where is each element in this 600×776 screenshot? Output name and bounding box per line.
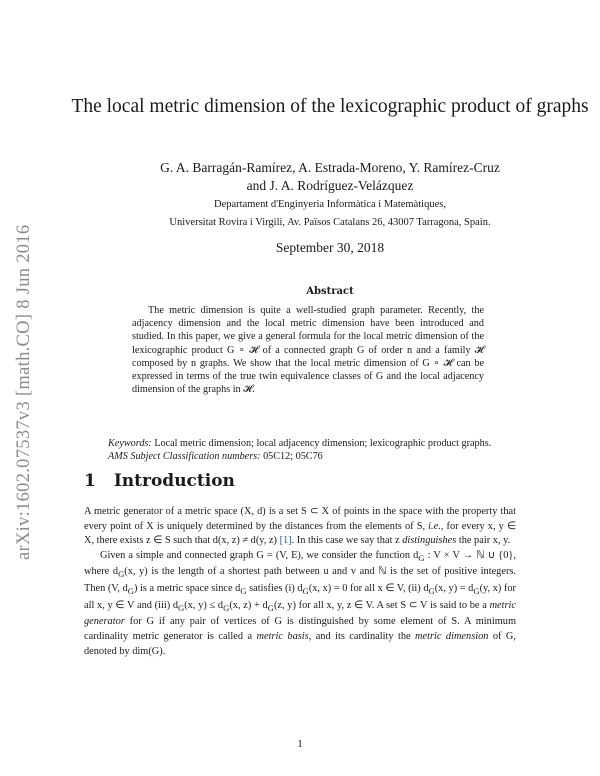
authors-line-2: and J. A. Rodríguez-Velázquez bbox=[246, 178, 414, 193]
paper-title: The local metric dimension of the lexicographic product of graphs bbox=[71, 96, 589, 117]
section-heading bbox=[84, 471, 235, 491]
keywords-block bbox=[108, 437, 494, 464]
page-number: 1 bbox=[297, 738, 303, 750]
author-list bbox=[60, 159, 600, 195]
keywords-label: Keywords: bbox=[108, 438, 152, 449]
ams-codes: 05C12; 05C76 bbox=[260, 451, 323, 463]
affiliation-line-2: Universitat Rovira i Virgili, Av. Països Catalans 26, 43007 Tarragona, Spain. bbox=[169, 217, 491, 228]
ams-label: AMS Subject Classification numbers: bbox=[108, 451, 261, 463]
section-number: 1 bbox=[84, 471, 96, 491]
intro-paragraph-2: Given a simple and connected graph G = (V, E), we consider the function $d_G$ : V × V → ℕ ∪ {0}, where $d_G(x$, y) is the length of a shortest path between u and v and ℕ is the set of positive integers. Then (V, $d_G$) is a metric space since $d_G$ satisfies (i) $d_G(x$, x) = 0 for all x ∈ V, (ii) $d_G(x$, $y) = d_G(y$, x) for all x, y ∈ V and (iii) $d_G(x$, $y) \le d_G(x$, $z) + d_G(z$, y) for all x, y, z ∈ V. A set S ⊂ V is said to be a metric generator for G if any pair of vertices of G is distinguished by some element of S. A minimum cardinality metric generator is called a metric basis, and its cardinality the metric dimension of G, denoted by dim(G). bbox=[84, 549, 516, 657]
citation-link[interactable]: [1] bbox=[279, 535, 292, 547]
abstract-heading: Abstract bbox=[306, 286, 354, 297]
paper-date: September 30, 2018 bbox=[275, 240, 385, 255]
ams-classification bbox=[108, 450, 494, 463]
intro-paragraph-1: A metric generator of a metric space (X, d) is a set S ⊂ X of points in the space with the property that every point of X is uniquely determined by the distances from the elements of S, i.e., for every x, y ∈ X, there exists z ∈ S such that d(x, z) ≠ d(y, z) [1]. In this case we say that z distinguishes the pair x, y. bbox=[84, 506, 516, 547]
abstract-text: The metric dimension is quite a well-studied graph parameter. Recently, the adjacency dimension and the local metric dimension have been introduced and studied. In this paper, we give a general formula for the local metric dimension of the lexicographic product G ∘ 𝓗 of a connected graph G of order n and a family 𝓗 composed by n graphs. We show that the local metric dimension of G ∘ 𝓗 can be expressed in terms of the true twin equivalence classes of G and the local adjacency dimension of the graphs in 𝓗. bbox=[132, 305, 484, 396]
arxiv-identifier: arXiv:1602.07537v3 [math.CO] 8 Jun 2016 bbox=[14, 224, 34, 560]
affiliation-line-1: Departament d'Enginyeria Informàtica i Matemàtiques, bbox=[214, 199, 446, 210]
authors-line-1: G. A. Barragán-Ramírez, A. Estrada-Moreno, Y. Ramírez-Cruz bbox=[160, 160, 500, 175]
affiliation bbox=[60, 196, 600, 232]
section-title: Introduction bbox=[113, 471, 235, 491]
keywords-text: Local metric dimension; local adjacency dimension; lexicographic product graphs. bbox=[151, 438, 492, 449]
introduction-body bbox=[84, 505, 516, 659]
